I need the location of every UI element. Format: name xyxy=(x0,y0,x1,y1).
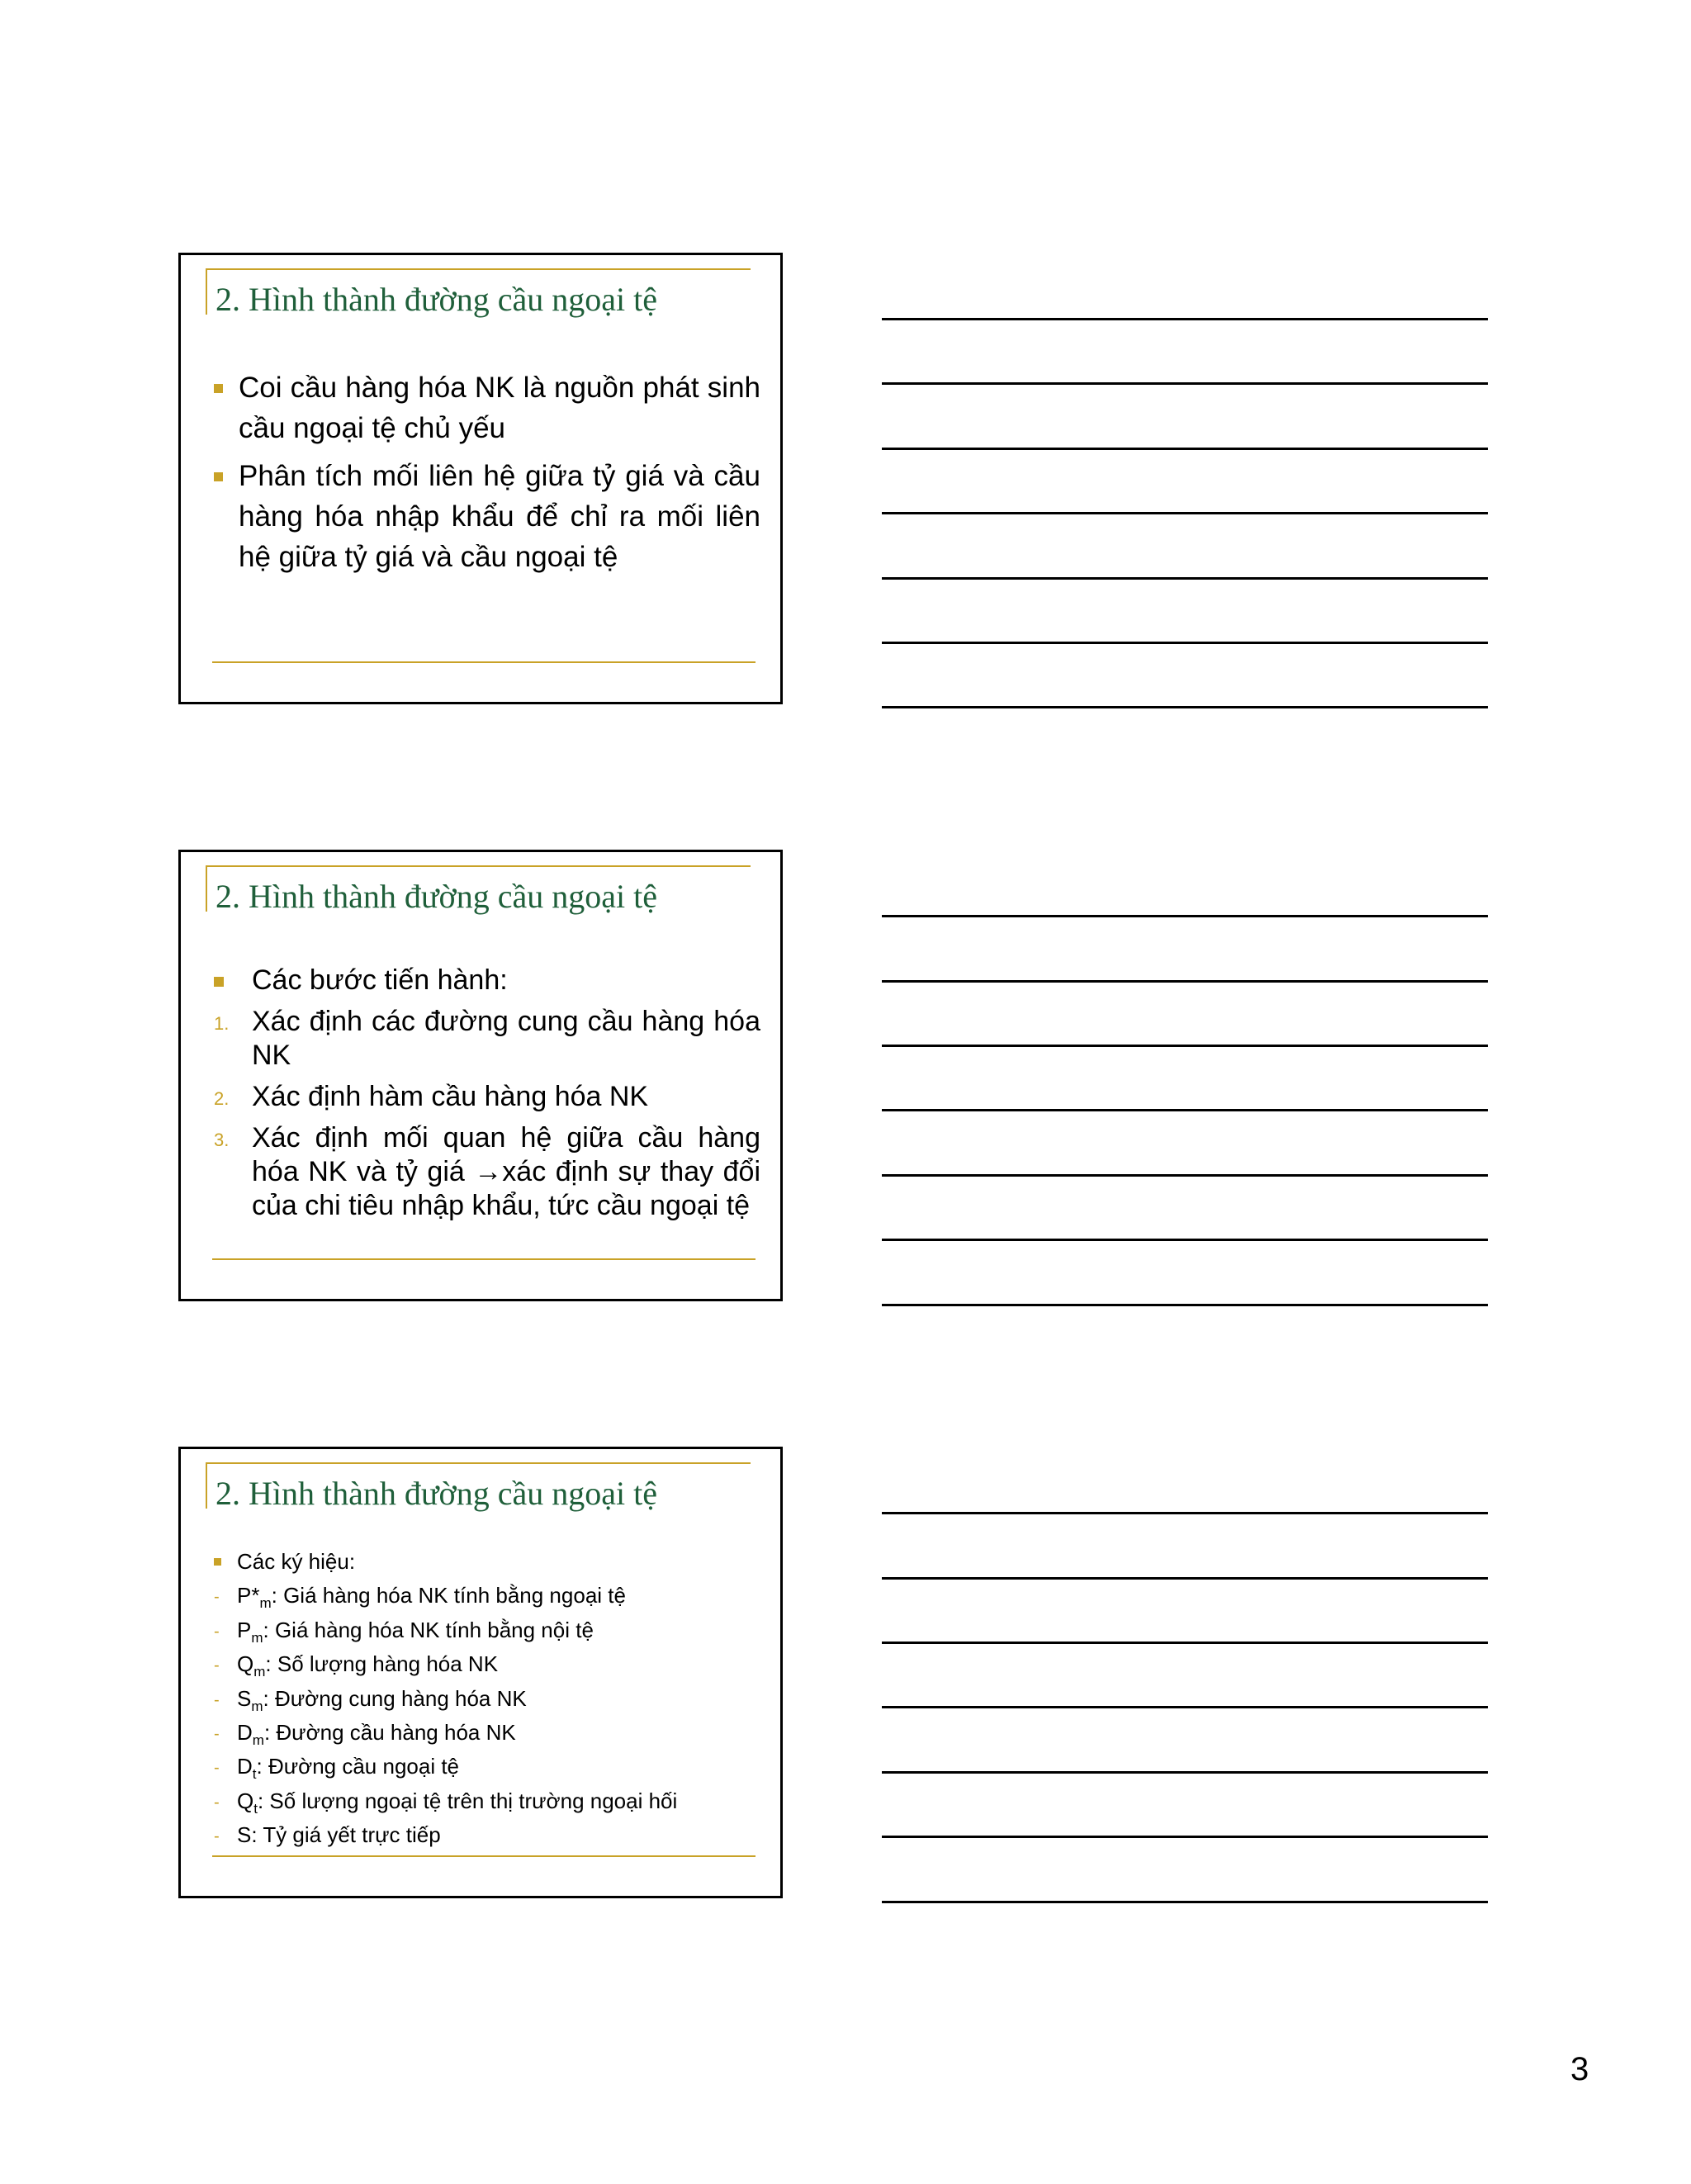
bullet-item xyxy=(214,1545,760,1579)
symbol-subscript: t xyxy=(252,1766,257,1783)
step-text: Xác định hàm cầu hàng hóa NK xyxy=(252,1081,649,1112)
note-line xyxy=(882,512,1488,514)
step-text: Xác định mối quan hệ giữa cầu hàng hóa NK và tỷ giá →xác định sự thay đổi của chi tiêu nhập khẩu, tức cầu ngoại tệ xyxy=(252,1122,760,1221)
bullet-item xyxy=(214,456,760,577)
bullet-text: Các bước tiến hành: xyxy=(252,964,508,996)
note-line xyxy=(882,448,1488,450)
note-line xyxy=(882,1836,1488,1838)
symbol-description: : Số lượng hàng hóa NK xyxy=(265,1651,499,1677)
note-line xyxy=(882,1304,1488,1306)
step-number: 1. xyxy=(214,1013,230,1034)
note-line xyxy=(882,382,1488,385)
symbol-subscript: m xyxy=(252,1732,264,1749)
note-line xyxy=(882,1901,1488,1903)
square-bullet-icon xyxy=(214,472,223,481)
page-number: 3 xyxy=(1570,2051,1589,2087)
symbol: S xyxy=(237,1822,252,1848)
symbol-item xyxy=(214,1579,760,1613)
dash-bullet: - xyxy=(214,1759,220,1778)
bullet-item xyxy=(214,367,760,448)
slide-accent-line xyxy=(212,661,756,663)
slide-accent-line xyxy=(206,865,751,867)
note-line xyxy=(882,915,1488,917)
slide-accent-line xyxy=(212,1258,756,1260)
bullet-text: Các ký hiệu: xyxy=(237,1549,356,1574)
symbol-item xyxy=(214,1716,760,1750)
symbol: Q xyxy=(237,1788,254,1813)
note-line xyxy=(882,577,1488,580)
note-line xyxy=(882,1045,1488,1047)
slide-2 xyxy=(178,850,783,1301)
note-line xyxy=(882,1642,1488,1644)
note-line xyxy=(882,318,1488,320)
symbol: P* xyxy=(237,1583,260,1608)
symbol-item xyxy=(214,1750,760,1784)
symbol-subscript: m xyxy=(259,1595,272,1612)
slide-3 xyxy=(178,1447,783,1898)
symbol-description: : Đường cầu ngoại tệ xyxy=(256,1754,460,1779)
symbol-description: : Giá hàng hóa NK tính bằng nội tệ xyxy=(263,1617,594,1642)
note-line xyxy=(882,1239,1488,1241)
dash-bullet: - xyxy=(214,1690,220,1709)
symbol-item xyxy=(214,1613,760,1647)
symbol-item xyxy=(214,1682,760,1716)
symbol: D xyxy=(237,1754,253,1779)
slide-accent-line xyxy=(206,268,751,270)
numbered-item xyxy=(214,1005,760,1073)
note-line xyxy=(882,1771,1488,1774)
symbol-item xyxy=(214,1647,760,1681)
slide-accent-line xyxy=(206,865,207,912)
symbol: Q xyxy=(237,1651,254,1677)
dash-bullet: - xyxy=(214,1656,220,1675)
bullet-text: Phân tích mối liên hệ giữa tỷ giá và cầu hàng hóa nhập khẩu để chỉ ra mối liên hệ giữa tỷ giá và cầu ngoại tệ xyxy=(239,460,760,573)
symbol-item xyxy=(214,1818,760,1852)
step-number: 3. xyxy=(214,1130,230,1150)
bullet-item xyxy=(214,964,760,997)
symbol-description: : Tỷ giá yết trực tiếp xyxy=(251,1822,441,1848)
symbol-description: : Số lượng ngoại tệ trên thị trường ngoại hối xyxy=(257,1788,678,1813)
symbol: D xyxy=(237,1720,253,1746)
square-bullet-icon xyxy=(214,384,223,393)
symbol: S xyxy=(237,1685,252,1711)
symbol-description: : Đường cung hàng hóa NK xyxy=(263,1685,527,1711)
slide-title: 2. Hình thành đường cầu ngoại tệ xyxy=(216,281,657,318)
slide-accent-line xyxy=(206,268,207,315)
numbered-item xyxy=(214,1080,760,1114)
slide-accent-line xyxy=(206,1462,751,1464)
dash-bullet: - xyxy=(214,1588,220,1607)
slide-accent-line xyxy=(206,1462,207,1509)
note-line xyxy=(882,1174,1488,1177)
step-number: 2. xyxy=(214,1088,230,1109)
note-line xyxy=(882,706,1488,708)
bullet-text: Coi cầu hàng hóa NK là nguồn phát sinh cầu ngoại tệ chủ yếu xyxy=(239,372,760,444)
slide-body xyxy=(214,367,760,585)
dash-bullet: - xyxy=(214,1725,220,1744)
note-line xyxy=(882,980,1488,983)
square-bullet-icon xyxy=(214,1558,221,1566)
slide-title: 2. Hình thành đường cầu ngoại tệ xyxy=(216,878,657,915)
note-line xyxy=(882,1706,1488,1708)
dash-bullet: - xyxy=(214,1827,220,1846)
square-bullet-icon xyxy=(214,977,224,987)
symbol-subscript: m xyxy=(251,1630,263,1646)
note-line xyxy=(882,1109,1488,1111)
symbol-item xyxy=(214,1784,760,1818)
slide-title: 2. Hình thành đường cầu ngoại tệ xyxy=(216,1475,657,1512)
note-line xyxy=(882,642,1488,644)
dash-bullet: - xyxy=(214,1622,220,1641)
symbol: P xyxy=(237,1617,252,1642)
slide-accent-line xyxy=(212,1855,756,1857)
slide-body xyxy=(214,1545,760,1853)
numbered-item xyxy=(214,1121,760,1223)
note-line xyxy=(882,1512,1488,1514)
symbol-subscript: t xyxy=(253,1801,258,1817)
symbol-description: : Đường cầu hàng hóa NK xyxy=(263,1720,516,1746)
slide-1 xyxy=(178,253,783,704)
step-text: Xác định các đường cung cầu hàng hóa NK xyxy=(252,1006,760,1071)
slide-body xyxy=(214,964,760,1230)
symbol-description: : Giá hàng hóa NK tính bằng ngoại tệ xyxy=(271,1583,626,1608)
dash-bullet: - xyxy=(214,1793,220,1812)
note-line xyxy=(882,1577,1488,1580)
symbol-subscript: m xyxy=(251,1698,263,1714)
symbol-subscript: m xyxy=(253,1664,266,1680)
